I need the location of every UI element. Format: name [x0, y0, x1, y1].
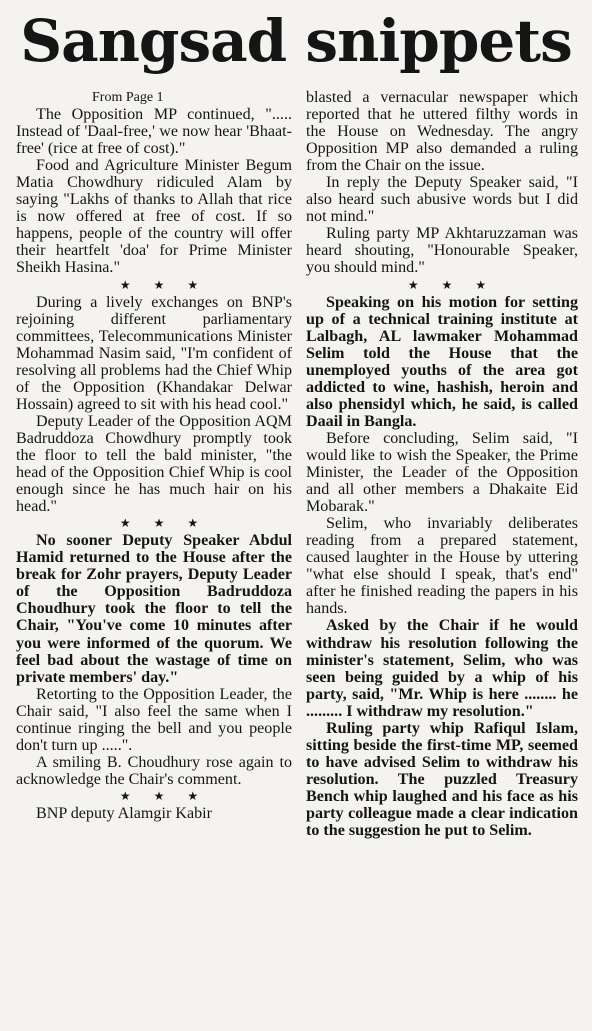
right-paragraph: In reply the Deputy Speaker said, "I also heard such abusive words but I did not mind.": [306, 174, 578, 226]
left-paragraph: The Opposition MP continued, "..... Instead of 'Daal-free,' we now hear 'Bhaat-free' (rice at free of cost).": [16, 106, 292, 158]
left-paragraph: Deputy Leader of the Opposition AQM Badruddoza Chowdhury promptly took the floor to tell the bald minister, "the head of the Opposition Chief Whip is cool enough since he has much hair on his head.": [16, 412, 292, 516]
continuation-marker: From Page 1: [92, 90, 164, 105]
section-separator: ★ ★ ★: [407, 277, 497, 292]
right-column: [306, 89, 578, 839]
left-paragraph: No sooner Deputy Speaker Abdul Hamid returned to the House after the break for Zohr prayers, Deputy Leader of the Opposition Badruddoza Choudhury took the floor to tell the Chair, "You've come 10 minutes after you were informed of the quorum. We feel bad about the wastage of time on private members' day.": [16, 532, 292, 686]
left-paragraph: During a lively exchanges on BNP's rejoining different parliamentary committees, Telecommunications Minister Mohammad Nasim said, "I'm confident of resolving all problems had the Chief Whip of the Opposition (Khandakar Delwar Hossain) agreed to sit with his head cool.": [16, 293, 292, 413]
right-paragraph: Selim, who invariably deliberates reading from a prepared statement, caused laughter in the House by uttering "what else should I speak, that's end" after he finished reading the papers in his hands.: [306, 515, 578, 618]
section-separator: ★ ★ ★: [119, 277, 209, 292]
right-paragraph: Speaking on his motion for setting up of a technical training institute at Lalbagh, AL lawmaker Mohammad Selim told the House that the unemployed youths of the area got addicted to wine, hashish, heroin and also phensidyl which, he said, is called Daail in Bangla.: [306, 293, 578, 430]
left-paragraph: A smiling B. Choudhury rose again to acknowledge the Chair's comment.: [16, 753, 292, 788]
headline: Sangsad snippets: [20, 7, 572, 75]
section-separator: ★ ★ ★: [119, 788, 209, 803]
right-paragraph: Ruling party MP Akhtaruzzaman was heard shouting, "Honourable Speaker, you should mind.": [306, 225, 578, 277]
left-paragraph: BNP deputy Alamgir Kabir: [36, 804, 212, 822]
right-paragraph: Before concluding, Selim said, "I would like to wish the Speaker, the Prime Minister, the Leader of the Opposition and all other members a Dhakaite Eid Mobarak.": [306, 429, 578, 516]
section-separator: ★ ★ ★: [119, 516, 209, 531]
left-column: [16, 89, 292, 822]
right-paragraph: blasted a vernacular newspaper which reported that he uttered filthy words in the House on Wednesday. The angry Opposition MP also demanded a ruling from the Chair on the issue.: [306, 89, 578, 175]
left-paragraph: Food and Agriculture Minister Begum Matia Chowdhury ridiculed Alam by saying "Lakhs of thanks to Allah that rice is now offered at free of cost. If so happens, people of the country will offer their heartfelt 'doa' for Prime Minister Sheikh Hasina.": [16, 157, 292, 277]
left-paragraph: Retorting to the Opposition Leader, the Chair said, "I also feel the same when I continue ringing the bell and you people don't turn up .....".: [16, 685, 292, 754]
right-paragraph: Ruling party whip Rafiqul Islam, sitting beside the first-time MP, seemed to have advised Selim to withdraw his resolution. The puzzled Treasury Bench whip laughed and his face as his party colleague made a clear indication to the suggestion he put to Selim.: [306, 719, 578, 840]
right-paragraph: Asked by the Chair if he would withdraw his resolution following the minister's statement, Selim, who was seen being guided by a whip of his party, said, "Mr. Whip is here ........ he ......... I withdraw my resolution.": [306, 617, 578, 720]
